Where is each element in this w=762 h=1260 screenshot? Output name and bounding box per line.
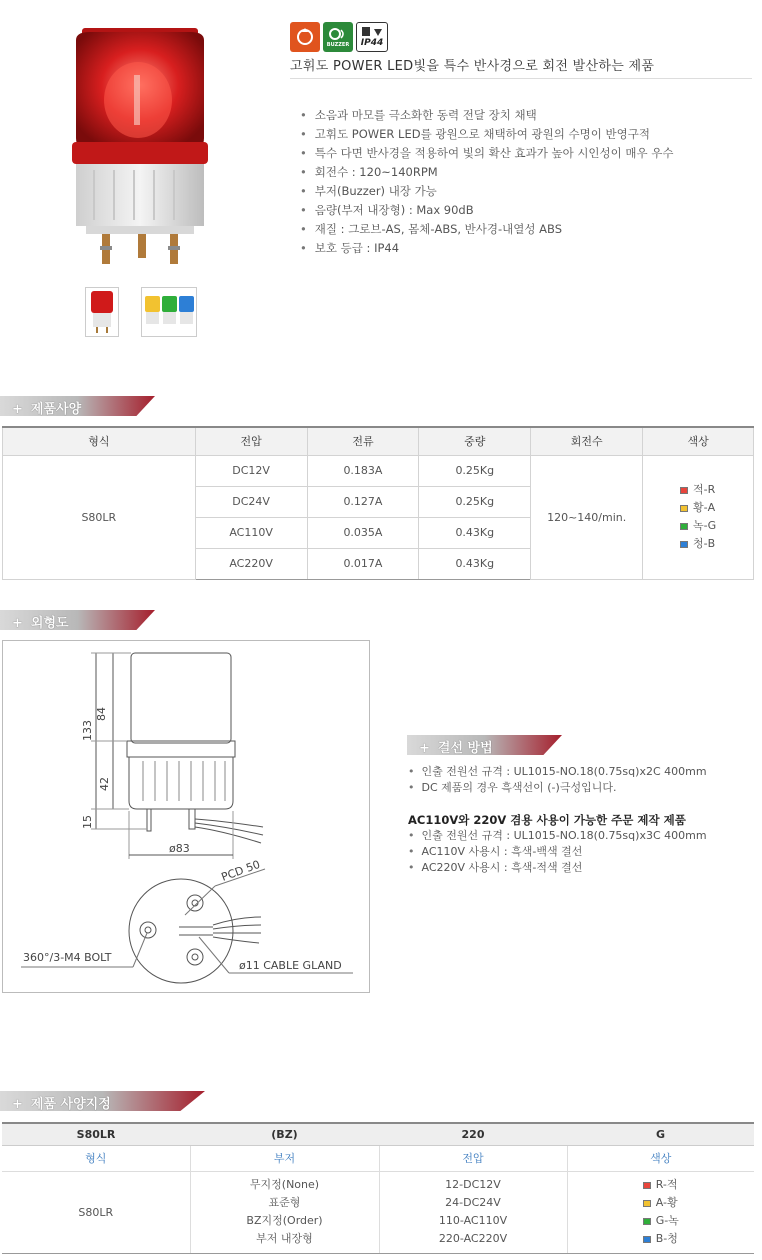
col-header: 회전수 [531, 427, 643, 455]
order-code: 220 [379, 1123, 567, 1145]
product-image [60, 20, 220, 270]
color-item: 적-R [680, 481, 716, 499]
dimension-drawing [2, 640, 370, 993]
color-option: A-황 [643, 1194, 679, 1212]
feature-item: • 보호 등급 : IP44 [300, 239, 674, 258]
buzzer-icon [323, 22, 353, 52]
color-option: B-청 [643, 1230, 679, 1248]
blue-swatch-icon [643, 1236, 651, 1243]
buzzer-option: BZ지정(Order) [246, 1214, 323, 1227]
voltage-cell: AC110V [195, 517, 307, 548]
rpm-cell: 120~140/min. [531, 455, 643, 579]
color-item: 황-A [680, 499, 716, 517]
buzzer-option: 부저 내장형 [256, 1232, 313, 1245]
col-header: 전압 [195, 427, 307, 455]
thumbnail-red[interactable] [85, 287, 119, 337]
thumbnail-colors[interactable] [141, 287, 197, 337]
voltage-cell: DC12V [195, 455, 307, 486]
current-cell: 0.035A [307, 517, 419, 548]
cert-icons [290, 22, 388, 54]
wiring-item: • 인출 전원선 규격 : UL1015-NO.18(0.75sq)x2C 400mm [408, 764, 707, 780]
dim-133: 133 [81, 720, 94, 741]
weight-cell: 0.43Kg [419, 548, 531, 579]
red-swatch-icon [680, 487, 688, 494]
order-spec-table [2, 1122, 754, 1254]
ip44-icon [356, 22, 388, 52]
dim-bolt: 360°/3-M4 BOLT [23, 951, 112, 964]
current-cell: 0.017A [307, 548, 419, 579]
col-header: 전압 [379, 1145, 567, 1171]
feature-item: • 특수 다면 반사경을 적용하여 빛의 확산 효과가 높아 시인성이 매우 우수 [300, 144, 674, 163]
col-header: 부저 [190, 1145, 379, 1171]
ac-wiring-list [408, 828, 707, 876]
dim-84: 84 [95, 707, 108, 721]
rotation-icon [290, 22, 320, 52]
amber-swatch-icon [680, 505, 688, 512]
wiring-item: • DC 제품의 경우 흑색선이 (-)극성입니다. [408, 780, 707, 796]
dim-15: 15 [81, 815, 94, 829]
current-cell: 0.127A [307, 486, 419, 517]
section-header-spec: + 제품사양 [0, 396, 160, 416]
voltage-option: 220-AC220V [438, 1232, 508, 1245]
feature-item: • 음량(부저 내장형) : Max 90dB [300, 201, 674, 220]
color-option: R-적 [643, 1176, 679, 1194]
table-row [2, 1171, 754, 1253]
amber-swatch-icon [643, 1200, 651, 1207]
weight-cell: 0.25Kg [419, 486, 531, 517]
color-option: G-녹 [643, 1212, 679, 1230]
feature-item: • 고휘도 POWER LED를 광원으로 채택하여 광원의 수명이 반영구적 [300, 125, 674, 144]
table-row [3, 455, 754, 486]
col-header: 형식 [2, 1145, 190, 1171]
buzzer-label: BUZZER [326, 42, 350, 48]
buzzer-option: 표준형 [268, 1196, 301, 1209]
wiring-item: • 인출 전원선 규격 : UL1015-NO.18(0.75sq)x3C 400mm [408, 828, 707, 844]
dim-gland: ø11 CABLE GLAND [239, 959, 342, 972]
section-title: 외형도 [30, 616, 69, 631]
voltage-options-cell [379, 1171, 567, 1253]
voltage-option: 12-DC12V [445, 1178, 501, 1191]
order-code: G [567, 1123, 754, 1145]
dim-83: ø83 [169, 842, 190, 855]
green-swatch-icon [643, 1218, 651, 1225]
feature-item: • 재질 : 그로브-AS, 몸체-ABS, 반사경-내열성 ABS [300, 220, 674, 239]
wiring-item: • AC110V 사용시 : 흑색-백색 결선 [408, 844, 707, 860]
blue-swatch-icon [680, 541, 688, 548]
color-cell [643, 455, 754, 579]
section-header-wiring: + 결선 방법 [407, 735, 567, 755]
feature-item: • 소음과 마모를 극소화한 동력 전달 장치 채택 [300, 106, 674, 125]
current-cell: 0.183A [307, 455, 419, 486]
order-code: (BZ) [190, 1123, 379, 1145]
section-header-drawing: + 외형도 [0, 610, 160, 630]
order-code: S80LR [2, 1123, 190, 1145]
col-header: 색상 [643, 427, 754, 455]
ac-dual-title: AC110V와 220V 겸용 사용이 가능한 주문 제작 제품 [408, 813, 686, 827]
buzzer-option: 무지정(None) [249, 1178, 320, 1191]
model-cell: S80LR [2, 1171, 190, 1253]
product-headline: 고휘도 POWER LED빛을 특수 반사경으로 회전 발산하는 제품 [290, 55, 752, 79]
red-swatch-icon [643, 1182, 651, 1189]
voltage-cell: DC24V [195, 486, 307, 517]
section-title: 제품사양 [30, 402, 82, 417]
weight-cell: 0.25Kg [419, 455, 531, 486]
model-cell: S80LR [3, 455, 196, 579]
section-header-order: + 제품 사양지정 [0, 1091, 210, 1111]
voltage-option: 110-AC110V [438, 1214, 508, 1227]
green-swatch-icon [680, 523, 688, 530]
color-item: 청-B [680, 535, 716, 553]
color-item: 녹-G [680, 517, 716, 535]
spec-table [2, 426, 754, 580]
col-header: 색상 [567, 1145, 754, 1171]
feature-item: • 회전수 : 120~140RPM [300, 163, 674, 182]
weight-cell: 0.43Kg [419, 517, 531, 548]
ip44-label: IP44 [360, 38, 384, 48]
section-title: 결선 방법 [437, 741, 493, 756]
col-header: 형식 [3, 427, 196, 455]
wiring-list [408, 764, 707, 796]
feature-item: • 부저(Buzzer) 내장 가능 [300, 182, 674, 201]
section-title: 제품 사양지정 [30, 1097, 111, 1112]
col-header: 중량 [419, 427, 531, 455]
wiring-item: • AC220V 사용시 : 흑색-적색 결선 [408, 860, 707, 876]
feature-list [300, 106, 674, 258]
color-options-cell [567, 1171, 754, 1253]
buzzer-options-cell [190, 1171, 379, 1253]
voltage-option: 24-DC24V [445, 1196, 501, 1209]
dim-42: 42 [98, 777, 111, 791]
dim-pcd: PCD 50 [219, 857, 262, 884]
col-header: 전류 [307, 427, 419, 455]
voltage-cell: AC220V [195, 548, 307, 579]
